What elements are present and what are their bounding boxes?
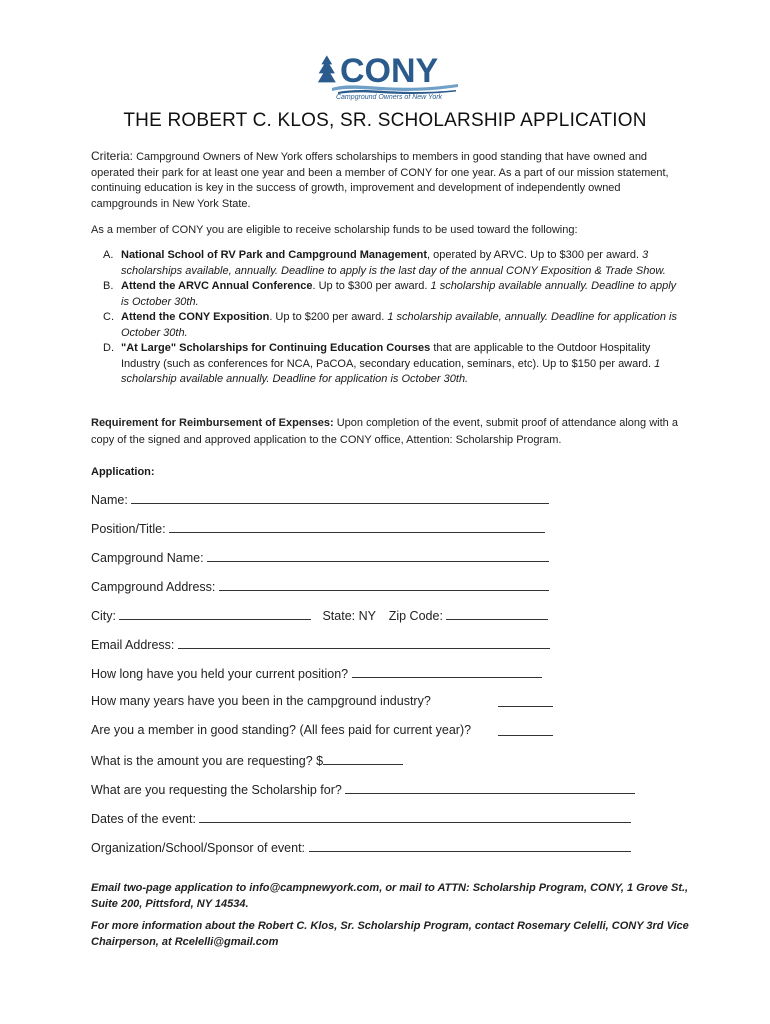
- years-industry-answer: [498, 694, 553, 710]
- requesting-for-field: What are you requesting the Scholarship for?: [91, 781, 635, 797]
- years-industry-input-line[interactable]: [498, 694, 553, 707]
- held-position-field: How long have you held your current position?: [91, 665, 542, 681]
- campground-name-field: Campground Name:: [91, 549, 549, 565]
- criteria-text: Campground Owners of New York offers scholarships to members in good standing that have owned and operated their park for at least one year and been a member of CONY for one year. As a part of our mission statement, continuing education is key in the success of growth, improvement and development of independently owned campgrounds in New York State.: [91, 151, 669, 210]
- zip-input-line[interactable]: [446, 607, 548, 620]
- name-field: Name:: [91, 491, 549, 507]
- organization-field: Organization/School/Sponsor of event:: [91, 839, 631, 855]
- award-item: D. "At Large" Scholarships for Continuing Education Courses that are applicable to the Outdoor Hospitality Industry (such as conferences for NCA, PaCOA, secondary education, seminars, etc). Up to $150 per award. 1 scholarship available annually. Deadline for application is October 30th.: [103, 342, 661, 385]
- mail-instructions: Email two-page application to info@campnewyork.com, or mail to ATTN: Scholarship Program, CONY, 1 Grove St., Suite 200, Pittsford, NY 14534.: [91, 882, 689, 910]
- email-field: Email Address:: [91, 636, 550, 652]
- email-input-line[interactable]: [178, 636, 550, 649]
- position-field: Position/Title:: [91, 520, 545, 536]
- reimbursement-label: Requirement for Reimbursement of Expenses:: [91, 417, 334, 429]
- good-standing-input-line[interactable]: [498, 723, 553, 736]
- award-item: C. Attend the CONY Exposition. Up to $200 per award. 1 scholarship available, annually. Deadline for application is October 30th.: [103, 311, 677, 339]
- good-standing-field: Are you a member in good standing? (All fees paid for current year)?: [91, 723, 472, 737]
- campground-address-input-line[interactable]: [219, 578, 549, 591]
- years-industry-field: How many years have you been in the campground industry?: [91, 694, 431, 708]
- campground-name-input-line[interactable]: [207, 549, 549, 562]
- held-position-input-line[interactable]: [352, 665, 542, 678]
- awards-list: [91, 248, 681, 388]
- criteria-paragraph: [91, 149, 681, 212]
- city-input-line[interactable]: [119, 607, 311, 620]
- reimbursement-text: Upon completion of the event, submit proof of attendance along with a copy of the signed and approved application to the CONY office, Attention: Scholarship Program.: [91, 417, 678, 446]
- cony-logo: [318, 50, 460, 106]
- position-input-line[interactable]: [169, 520, 545, 533]
- amount-field: What is the amount you are requesting? $: [91, 752, 403, 768]
- good-standing-answer: [498, 723, 553, 739]
- application-label: Application:: [91, 466, 155, 478]
- requesting-for-input-line[interactable]: [345, 781, 635, 794]
- page-title: THE ROBERT C. KLOS, SR. SCHOLARSHIP APPLICATION: [123, 110, 647, 131]
- reimbursement-paragraph: [91, 415, 681, 449]
- amount-input-line[interactable]: [323, 752, 403, 765]
- dates-field: Dates of the event:: [91, 810, 631, 826]
- logo-graphic: [318, 50, 460, 96]
- city-state-zip-field: City: State: NY Zip Code:: [91, 607, 548, 623]
- award-item: A. National School of RV Park and Campground Management, operated by ARVC. Up to $300 per award. 3 scholarships available, annually. Deadline to apply is the last day of the annual CONY Exposition & Trade Show.: [103, 249, 666, 277]
- logo-wordmark: CONY: [340, 52, 439, 90]
- name-input-line[interactable]: [131, 491, 549, 504]
- dates-input-line[interactable]: [199, 810, 631, 823]
- organization-input-line[interactable]: [309, 839, 631, 852]
- contact-info: For more information about the Robert C. Klos, Sr. Scholarship Program, contact Rosemary Celelli, CONY 3rd Vice Chairperson, at Rcelelli@gmail.com: [91, 920, 689, 948]
- criteria-label: Criteria:: [91, 149, 134, 163]
- state-value: NY: [358, 609, 376, 623]
- eligible-intro: As a member of CONY you are eligible to receive scholarship funds to be used toward the following:: [91, 224, 578, 236]
- campground-address-field: Campground Address:: [91, 578, 549, 594]
- award-item: B. Attend the ARVC Annual Conference. Up to $300 per award. 1 scholarship available annually. Deadline to apply is October 30th.: [103, 280, 677, 308]
- logo-tagline: Campground Owners of New York: [335, 94, 443, 101]
